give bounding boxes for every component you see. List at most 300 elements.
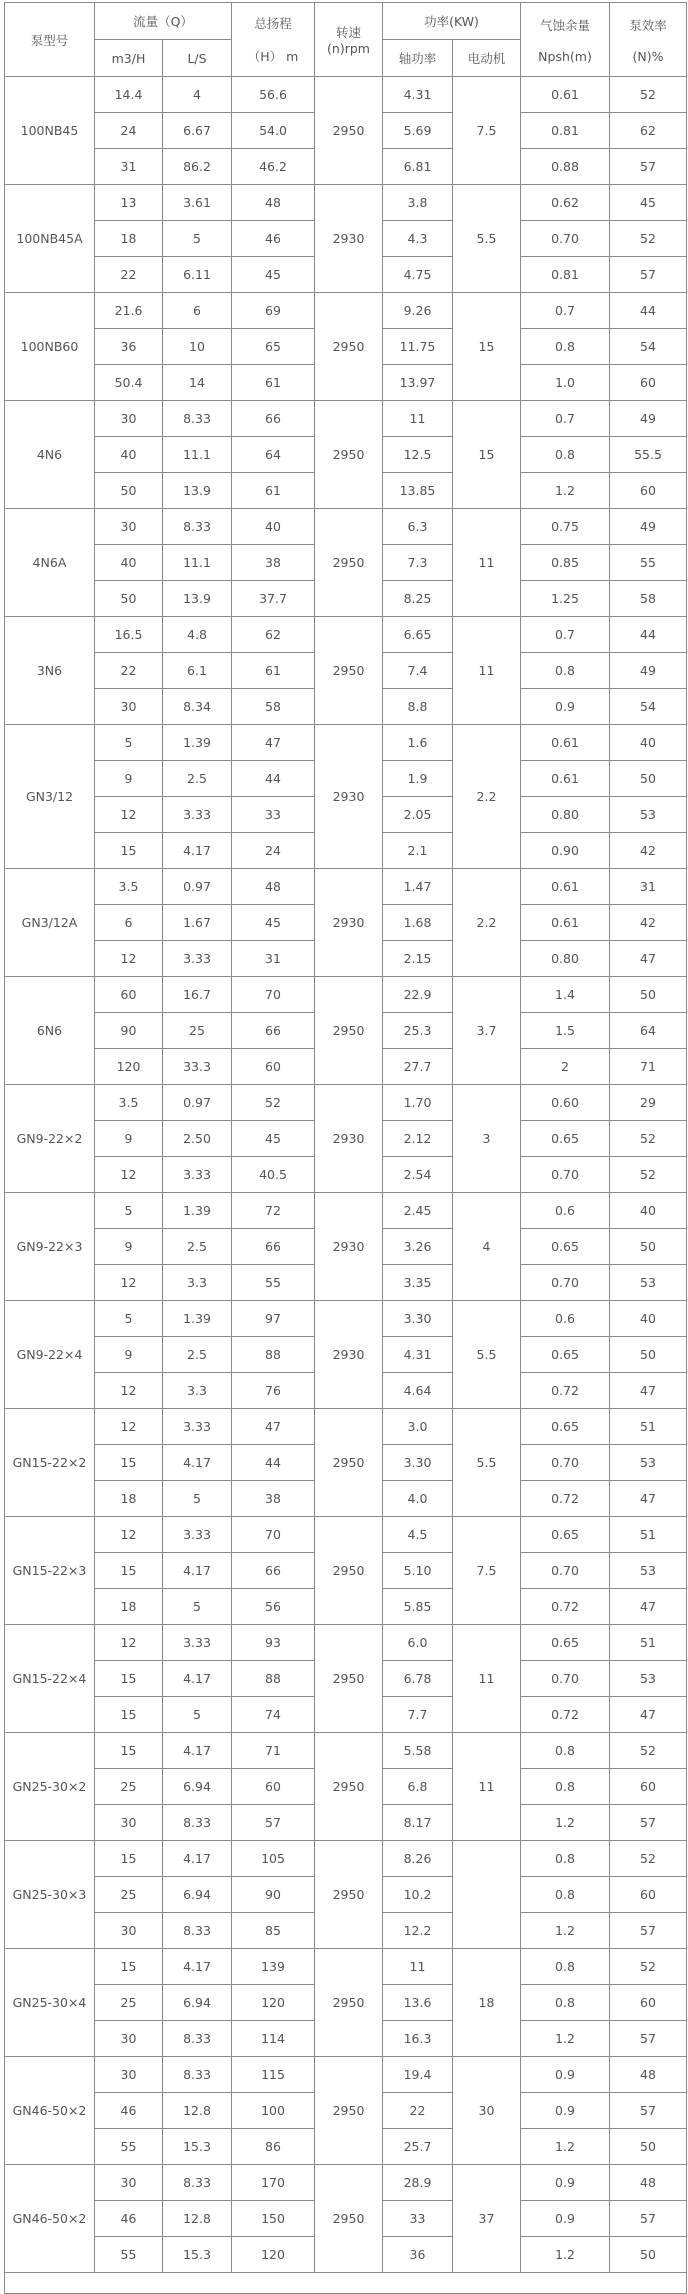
- head-cell: 115: [232, 2057, 315, 2093]
- flow-m3h-cell: 15: [95, 1661, 163, 1697]
- header-head-unit: （H） m: [247, 49, 299, 64]
- flow-m3h-cell: 15: [95, 1445, 163, 1481]
- shaft-power-cell: 4.3: [383, 221, 453, 257]
- head-cell: 58: [232, 689, 315, 725]
- flow-m3h-cell: 15: [95, 1553, 163, 1589]
- head-cell: 47: [232, 725, 315, 761]
- header-shaft-power: 轴功率: [383, 40, 453, 77]
- head-cell: 48: [232, 869, 315, 905]
- table-row: [5, 77, 687, 113]
- table-row: [5, 1301, 687, 1337]
- flow-ls-cell: 3.33: [163, 1409, 232, 1445]
- shaft-power-cell: 33: [383, 2201, 453, 2237]
- flow-m3h-cell: 55: [95, 2237, 163, 2273]
- npsh-cell: 0.65: [521, 1337, 610, 1373]
- npsh-cell: 0.61: [521, 869, 610, 905]
- npsh-cell: 0.9: [521, 2057, 610, 2093]
- flow-ls-cell: 15.3: [163, 2237, 232, 2273]
- head-cell: 40: [232, 509, 315, 545]
- flow-m3h-cell: 30: [95, 2057, 163, 2093]
- shaft-power-cell: 12.2: [383, 1913, 453, 1949]
- table-row: [5, 977, 687, 1013]
- npsh-cell: 0.70: [521, 1553, 610, 1589]
- motor-cell: 15: [453, 293, 521, 401]
- npsh-cell: 0.70: [521, 221, 610, 257]
- npsh-cell: 0.6: [521, 1301, 610, 1337]
- head-cell: 56.6: [232, 77, 315, 113]
- efficiency-cell: 57: [610, 149, 687, 185]
- efficiency-cell: 48: [610, 2165, 687, 2201]
- efficiency-cell: 52: [610, 1841, 687, 1877]
- speed-cell: 2950: [315, 509, 383, 617]
- flow-ls-cell: 4.17: [163, 1841, 232, 1877]
- speed-cell: 2950: [315, 617, 383, 725]
- model-cell: GN15-22×3: [5, 1517, 95, 1625]
- flow-ls-cell: 6.1: [163, 653, 232, 689]
- flow-ls-cell: 10: [163, 329, 232, 365]
- flow-ls-cell: 33.3: [163, 1049, 232, 1085]
- npsh-cell: 0.8: [521, 1877, 610, 1913]
- npsh-cell: 1.2: [521, 1913, 610, 1949]
- model-cell: GN9-22×2: [5, 1085, 95, 1193]
- head-cell: 38: [232, 1481, 315, 1517]
- npsh-cell: 0.72: [521, 1373, 610, 1409]
- flow-m3h-cell: 25: [95, 1985, 163, 2021]
- shaft-power-cell: 11: [383, 1949, 453, 1985]
- head-cell: 70: [232, 977, 315, 1013]
- speed-cell: 2950: [315, 2165, 383, 2273]
- pump-spec-table: [4, 2, 687, 2294]
- head-cell: 66: [232, 1229, 315, 1265]
- flow-m3h-cell: 18: [95, 1589, 163, 1625]
- efficiency-cell: 57: [610, 257, 687, 293]
- efficiency-cell: 42: [610, 905, 687, 941]
- flow-m3h-cell: 30: [95, 1805, 163, 1841]
- npsh-cell: 0.65: [521, 1517, 610, 1553]
- motor-cell: 5.5: [453, 1301, 521, 1409]
- speed-cell: 2950: [315, 77, 383, 185]
- shaft-power-cell: 1.9: [383, 761, 453, 797]
- speed-cell: 2930: [315, 1301, 383, 1409]
- flow-m3h-cell: 12: [95, 797, 163, 833]
- model-cell: GN3/12A: [5, 869, 95, 977]
- efficiency-cell: 53: [610, 1265, 687, 1301]
- head-cell: 62: [232, 617, 315, 653]
- efficiency-cell: 60: [610, 473, 687, 509]
- shaft-power-cell: 2.45: [383, 1193, 453, 1229]
- table-row: [5, 1949, 687, 1985]
- head-cell: 66: [232, 1553, 315, 1589]
- efficiency-cell: 31: [610, 869, 687, 905]
- flow-ls-cell: 4.8: [163, 617, 232, 653]
- head-cell: 57: [232, 1805, 315, 1841]
- flow-ls-cell: 1.39: [163, 1301, 232, 1337]
- efficiency-cell: 58: [610, 581, 687, 617]
- flow-m3h-cell: 25: [95, 1769, 163, 1805]
- flow-ls-cell: 3.33: [163, 1625, 232, 1661]
- head-cell: 71: [232, 1733, 315, 1769]
- table-row: [5, 185, 687, 221]
- shaft-power-cell: 6.3: [383, 509, 453, 545]
- speed-cell: 2930: [315, 869, 383, 977]
- efficiency-cell: 50: [610, 2129, 687, 2165]
- flow-ls-cell: 8.33: [163, 2021, 232, 2057]
- efficiency-cell: 57: [610, 2093, 687, 2129]
- speed-cell: 2950: [315, 1733, 383, 1841]
- shaft-power-cell: 7.4: [383, 653, 453, 689]
- flow-ls-cell: 16.7: [163, 977, 232, 1013]
- motor-cell: 11: [453, 1733, 521, 1841]
- npsh-cell: 0.88: [521, 149, 610, 185]
- flow-m3h-cell: 9: [95, 1229, 163, 1265]
- flow-m3h-cell: 36: [95, 329, 163, 365]
- head-cell: 56: [232, 1589, 315, 1625]
- flow-m3h-cell: 22: [95, 653, 163, 689]
- flow-m3h-cell: 9: [95, 761, 163, 797]
- head-cell: 45: [232, 257, 315, 293]
- npsh-cell: 0.7: [521, 293, 610, 329]
- head-cell: 72: [232, 1193, 315, 1229]
- npsh-cell: 0.8: [521, 1769, 610, 1805]
- speed-cell: 2930: [315, 185, 383, 293]
- flow-m3h-cell: 24: [95, 113, 163, 149]
- npsh-cell: 0.75: [521, 509, 610, 545]
- head-cell: 93: [232, 1625, 315, 1661]
- flow-m3h-cell: 5: [95, 1301, 163, 1337]
- efficiency-cell: 52: [610, 1121, 687, 1157]
- flow-ls-cell: 4.17: [163, 833, 232, 869]
- shaft-power-cell: 8.8: [383, 689, 453, 725]
- flow-ls-cell: 3.33: [163, 1157, 232, 1193]
- flow-m3h-cell: 12: [95, 1157, 163, 1193]
- efficiency-cell: 47: [610, 1697, 687, 1733]
- model-cell: 3N6: [5, 617, 95, 725]
- flow-m3h-cell: 46: [95, 2093, 163, 2129]
- flow-m3h-cell: 22: [95, 257, 163, 293]
- flow-ls-cell: 3.3: [163, 1373, 232, 1409]
- model-cell: GN15-22×4: [5, 1625, 95, 1733]
- efficiency-cell: 53: [610, 1553, 687, 1589]
- flow-ls-cell: 6.67: [163, 113, 232, 149]
- head-cell: 70: [232, 1517, 315, 1553]
- shaft-power-cell: 3.26: [383, 1229, 453, 1265]
- head-cell: 55: [232, 1265, 315, 1301]
- shaft-power-cell: 11: [383, 401, 453, 437]
- shaft-power-cell: 6.81: [383, 149, 453, 185]
- efficiency-cell: 50: [610, 761, 687, 797]
- motor-cell: 15: [453, 401, 521, 509]
- model-cell: GN9-22×4: [5, 1301, 95, 1409]
- efficiency-cell: 52: [610, 1733, 687, 1769]
- npsh-cell: 0.61: [521, 761, 610, 797]
- npsh-cell: 0.80: [521, 797, 610, 833]
- head-cell: 46.2: [232, 149, 315, 185]
- flow-ls-cell: 4.17: [163, 1949, 232, 1985]
- table-body: [5, 77, 687, 2294]
- npsh-cell: 0.81: [521, 113, 610, 149]
- head-cell: 54.0: [232, 113, 315, 149]
- model-cell: GN9-22×3: [5, 1193, 95, 1301]
- efficiency-cell: 44: [610, 617, 687, 653]
- flow-ls-cell: 13.9: [163, 473, 232, 509]
- npsh-cell: 0.70: [521, 1157, 610, 1193]
- model-cell: GN25-30×4: [5, 1949, 95, 2057]
- head-cell: 100: [232, 2093, 315, 2129]
- flow-m3h-cell: 31: [95, 149, 163, 185]
- flow-m3h-cell: 15: [95, 1697, 163, 1733]
- shaft-power-cell: 8.25: [383, 581, 453, 617]
- model-cell: GN15-22×2: [5, 1409, 95, 1517]
- efficiency-cell: 53: [610, 797, 687, 833]
- flow-m3h-cell: 30: [95, 401, 163, 437]
- shaft-power-cell: 1.47: [383, 869, 453, 905]
- npsh-cell: 0.72: [521, 1589, 610, 1625]
- flow-m3h-cell: 12: [95, 1625, 163, 1661]
- flow-m3h-cell: 55: [95, 2129, 163, 2165]
- table-row: [5, 1193, 687, 1229]
- header-efficiency: [610, 3, 687, 77]
- header-npsh: [521, 3, 610, 77]
- flow-m3h-cell: 25: [95, 1877, 163, 1913]
- flow-m3h-cell: 46: [95, 2201, 163, 2237]
- flow-ls-cell: 8.33: [163, 2165, 232, 2201]
- model-cell: 6N6: [5, 977, 95, 1085]
- head-cell: 64: [232, 437, 315, 473]
- efficiency-cell: 60: [610, 1985, 687, 2021]
- motor-cell: 5.5: [453, 185, 521, 293]
- npsh-cell: 0.70: [521, 1265, 610, 1301]
- table-row: [5, 1409, 687, 1445]
- flow-m3h-cell: 12: [95, 1373, 163, 1409]
- shaft-power-cell: 2.15: [383, 941, 453, 977]
- motor-cell: 11: [453, 617, 521, 725]
- efficiency-cell: 47: [610, 941, 687, 977]
- table-row: [5, 1841, 687, 1877]
- efficiency-cell: 48: [610, 2057, 687, 2093]
- table-row: [5, 617, 687, 653]
- shaft-power-cell: 25.7: [383, 2129, 453, 2165]
- npsh-cell: 0.8: [521, 1733, 610, 1769]
- head-cell: 61: [232, 365, 315, 401]
- head-cell: 97: [232, 1301, 315, 1337]
- head-cell: 88: [232, 1337, 315, 1373]
- shaft-power-cell: 16.3: [383, 2021, 453, 2057]
- shaft-power-cell: 11.75: [383, 329, 453, 365]
- model-cell: GN46-50×2: [5, 2165, 95, 2273]
- npsh-cell: 1.2: [521, 1805, 610, 1841]
- flow-m3h-cell: 5: [95, 1193, 163, 1229]
- head-cell: 61: [232, 653, 315, 689]
- flow-m3h-cell: 21.6: [95, 293, 163, 329]
- shaft-power-cell: 1.70: [383, 1085, 453, 1121]
- model-cell: GN3/12: [5, 725, 95, 869]
- efficiency-cell: 57: [610, 2201, 687, 2237]
- model-cell: 4N6: [5, 401, 95, 509]
- shaft-power-cell: 5.58: [383, 1733, 453, 1769]
- head-cell: 47: [232, 1409, 315, 1445]
- head-cell: 52: [232, 1085, 315, 1121]
- shaft-power-cell: 22.9: [383, 977, 453, 1013]
- flow-ls-cell: 86.2: [163, 149, 232, 185]
- flow-m3h-cell: 40: [95, 437, 163, 473]
- shaft-power-cell: 1.68: [383, 905, 453, 941]
- efficiency-cell: 53: [610, 1661, 687, 1697]
- npsh-cell: 0.9: [521, 2201, 610, 2237]
- efficiency-cell: 52: [610, 77, 687, 113]
- efficiency-cell: 50: [610, 1229, 687, 1265]
- efficiency-cell: 29: [610, 1085, 687, 1121]
- flow-m3h-cell: 15: [95, 833, 163, 869]
- npsh-cell: 0.8: [521, 329, 610, 365]
- shaft-power-cell: 5.10: [383, 1553, 453, 1589]
- head-cell: 46: [232, 221, 315, 257]
- efficiency-cell: 60: [610, 1769, 687, 1805]
- efficiency-cell: 57: [610, 1913, 687, 1949]
- shaft-power-cell: 3.35: [383, 1265, 453, 1301]
- flow-ls-cell: 4.17: [163, 1445, 232, 1481]
- head-cell: 31: [232, 941, 315, 977]
- head-cell: 66: [232, 401, 315, 437]
- flow-ls-cell: 6: [163, 293, 232, 329]
- model-cell: 100NB45A: [5, 185, 95, 293]
- motor-cell: 2.2: [453, 725, 521, 869]
- flow-m3h-cell: 18: [95, 221, 163, 257]
- table-row: [5, 1085, 687, 1121]
- npsh-cell: 0.9: [521, 689, 610, 725]
- efficiency-cell: 47: [610, 1481, 687, 1517]
- flow-ls-cell: 5: [163, 1589, 232, 1625]
- flow-ls-cell: 11.1: [163, 545, 232, 581]
- speed-cell: 2950: [315, 1625, 383, 1733]
- flow-ls-cell: 3.61: [163, 185, 232, 221]
- header-motor: 电动机: [453, 40, 521, 77]
- npsh-cell: 1.5: [521, 1013, 610, 1049]
- npsh-cell: 0.65: [521, 1229, 610, 1265]
- flow-m3h-cell: 15: [95, 1733, 163, 1769]
- table-row: [5, 725, 687, 761]
- npsh-cell: 0.65: [521, 1121, 610, 1157]
- shaft-power-cell: 3.30: [383, 1301, 453, 1337]
- flow-m3h-cell: 90: [95, 1013, 163, 1049]
- shaft-power-cell: 6.78: [383, 1661, 453, 1697]
- header-flow: 流量（Q）: [95, 3, 232, 40]
- flow-ls-cell: 8.33: [163, 2057, 232, 2093]
- speed-cell: 2930: [315, 1193, 383, 1301]
- shaft-power-cell: 3.0: [383, 1409, 453, 1445]
- npsh-cell: 0.61: [521, 77, 610, 113]
- flow-m3h-cell: 15: [95, 1841, 163, 1877]
- shaft-power-cell: 36: [383, 2237, 453, 2273]
- flow-ls-cell: 14: [163, 365, 232, 401]
- efficiency-cell: 47: [610, 1373, 687, 1409]
- flow-ls-cell: 3.3: [163, 1265, 232, 1301]
- npsh-cell: 1.25: [521, 581, 610, 617]
- shaft-power-cell: 2.54: [383, 1157, 453, 1193]
- shaft-power-cell: 2.12: [383, 1121, 453, 1157]
- head-cell: 85: [232, 1913, 315, 1949]
- motor-cell: 5.5: [453, 1409, 521, 1517]
- npsh-cell: 0.62: [521, 185, 610, 221]
- flow-ls-cell: 4.17: [163, 1553, 232, 1589]
- npsh-cell: 1.2: [521, 2237, 610, 2273]
- efficiency-cell: 40: [610, 725, 687, 761]
- shaft-power-cell: 6.65: [383, 617, 453, 653]
- speed-cell: 2950: [315, 1841, 383, 1949]
- head-cell: 86: [232, 2129, 315, 2165]
- efficiency-cell: 47: [610, 1589, 687, 1625]
- flow-m3h-cell: 3.5: [95, 1085, 163, 1121]
- efficiency-cell: 51: [610, 1409, 687, 1445]
- efficiency-cell: 50: [610, 2237, 687, 2273]
- npsh-cell: 0.8: [521, 1949, 610, 1985]
- table-row: [5, 2165, 687, 2201]
- npsh-cell: 0.90: [521, 833, 610, 869]
- efficiency-cell: 44: [610, 293, 687, 329]
- flow-ls-cell: 6.94: [163, 1769, 232, 1805]
- motor-cell: 18: [453, 1949, 521, 2057]
- shaft-power-cell: 9.26: [383, 293, 453, 329]
- flow-ls-cell: 12.8: [163, 2093, 232, 2129]
- head-cell: 44: [232, 761, 315, 797]
- efficiency-cell: 55: [610, 545, 687, 581]
- flow-m3h-cell: 50: [95, 473, 163, 509]
- flow-m3h-cell: 30: [95, 1913, 163, 1949]
- header-efficiency-unit: (N)%: [632, 48, 664, 64]
- header-npsh-label: 气蚀余量: [539, 17, 590, 33]
- efficiency-cell: 49: [610, 509, 687, 545]
- head-cell: 61: [232, 473, 315, 509]
- shaft-power-cell: 27.7: [383, 1049, 453, 1085]
- head-cell: 88: [232, 1661, 315, 1697]
- head-cell: 90: [232, 1877, 315, 1913]
- flow-m3h-cell: 13: [95, 185, 163, 221]
- table-header: [5, 3, 687, 77]
- header-speed-label: 转速: [335, 25, 361, 40]
- npsh-cell: 1.2: [521, 2129, 610, 2165]
- flow-ls-cell: 4.17: [163, 1733, 232, 1769]
- shaft-power-cell: 4.5: [383, 1517, 453, 1553]
- model-cell: 100NB45: [5, 77, 95, 185]
- speed-cell: 2950: [315, 1517, 383, 1625]
- flow-ls-cell: 6.94: [163, 1985, 232, 2021]
- flow-m3h-cell: 5: [95, 725, 163, 761]
- motor-cell: 4: [453, 1193, 521, 1301]
- flow-ls-cell: 5: [163, 1697, 232, 1733]
- flow-ls-cell: 1.39: [163, 1193, 232, 1229]
- npsh-cell: 0.9: [521, 2093, 610, 2129]
- shaft-power-cell: 19.4: [383, 2057, 453, 2093]
- flow-ls-cell: 8.34: [163, 689, 232, 725]
- header-npsh-unit: Npsh(m): [538, 48, 592, 64]
- head-cell: 69: [232, 293, 315, 329]
- shaft-power-cell: 3.30: [383, 1445, 453, 1481]
- header-head-label: 总扬程: [254, 16, 292, 31]
- efficiency-cell: 62: [610, 113, 687, 149]
- head-cell: 60: [232, 1049, 315, 1085]
- npsh-cell: 0.8: [521, 653, 610, 689]
- head-cell: 114: [232, 2021, 315, 2057]
- npsh-cell: 2: [521, 1049, 610, 1085]
- npsh-cell: 0.8: [521, 437, 610, 473]
- speed-cell: 2950: [315, 977, 383, 1085]
- npsh-cell: 0.8: [521, 1841, 610, 1877]
- npsh-cell: 0.60: [521, 1085, 610, 1121]
- efficiency-cell: 51: [610, 1625, 687, 1661]
- motor-cell: 7.5: [453, 77, 521, 185]
- speed-cell: 2950: [315, 1409, 383, 1517]
- table-row: [5, 1733, 687, 1769]
- head-cell: 76: [232, 1373, 315, 1409]
